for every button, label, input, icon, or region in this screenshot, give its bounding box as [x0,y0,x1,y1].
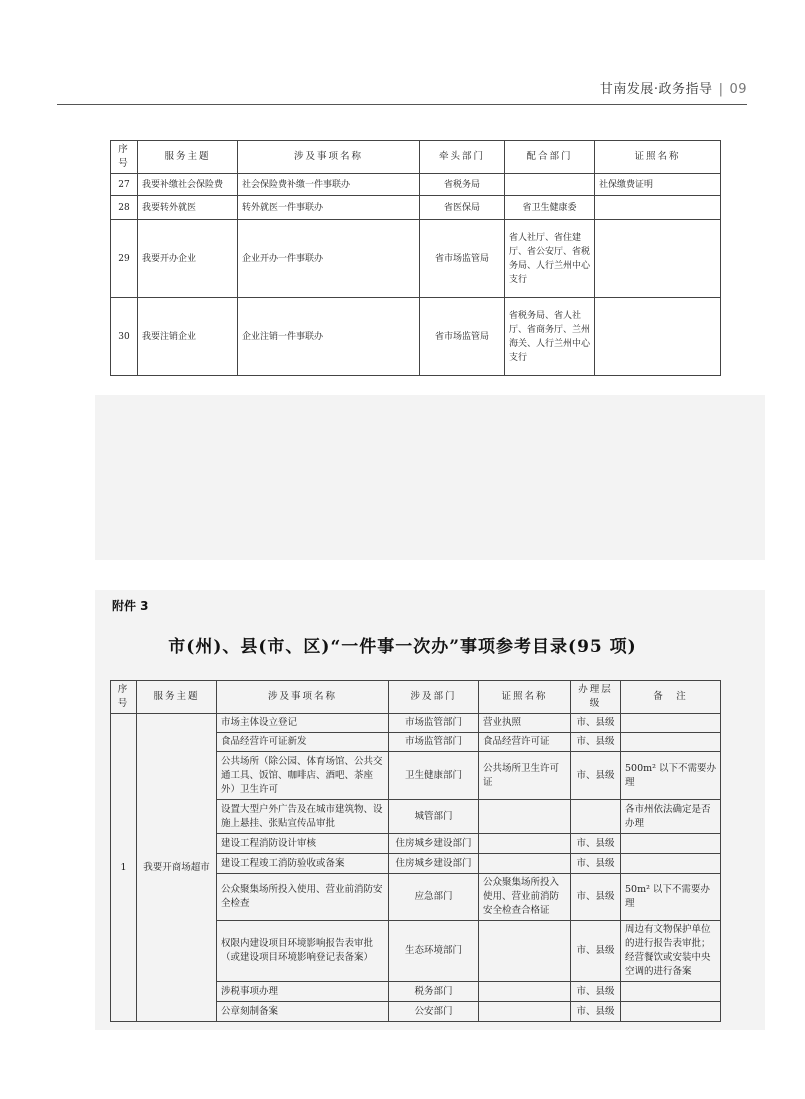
cell-level: 市、县级 [571,714,621,733]
col-header: 涉及部门 [389,681,479,714]
cell-level: 市、县级 [571,921,621,982]
cell-item: 社会保险费补缴一件事联办 [238,174,420,196]
annex-title: 市(州)、县(市、区)“一件事一次办”事项参考目录(95 项) [168,637,637,657]
cell-item: 公章刻制备案 [217,1002,389,1022]
cell-note [621,1002,721,1022]
cell-license [479,854,571,874]
cell-note: 各市州依法确定是否办理 [621,800,721,834]
reference-catalog-table [110,680,721,1022]
cell-item: 市场主体设立登记 [217,714,389,733]
cell-lead: 省税务局 [420,174,505,196]
annex-label: 附件 3 [112,599,149,613]
col-header: 序号 [111,141,138,174]
cell-no: 28 [111,196,138,220]
table-header-row [111,681,721,714]
cell-theme: 我要转外就医 [138,196,238,220]
cell-license [479,982,571,1002]
table-header-row [111,141,721,174]
cell-level: 市、县级 [571,854,621,874]
table-row [111,174,721,196]
cell-note [621,834,721,854]
page-number: 09 [729,82,747,97]
col-header: 证照名称 [479,681,571,714]
cell-license [479,834,571,854]
cell-item: 设置大型户外广告及在城市建筑物、设施上悬挂、张贴宣传品审批 [217,800,389,834]
cell-group-theme: 我要开商场超市 [137,714,217,1022]
cell-license [479,1002,571,1022]
cell-note: 500m² 以下不需要办理 [621,752,721,800]
cell-level: 市、县级 [571,733,621,752]
cell-note [621,982,721,1002]
cell-item: 转外就医一件事联办 [238,196,420,220]
cell-license: 食品经营许可证 [479,733,571,752]
cell-lead: 省医保局 [420,196,505,220]
cell-note [621,733,721,752]
header-rule [57,104,747,105]
header-title: 甘南发展·政务指导 [599,82,713,97]
table-row [111,196,721,220]
cell-license [595,196,721,220]
cell-item: 权限内建设项目环境影响报告表审批（或建设项目环境影响登记表备案） [217,921,389,982]
col-header: 牵头部门 [420,141,505,174]
cell-no: 29 [111,220,138,298]
cell-level: 市、县级 [571,752,621,800]
matters-table-continued [110,140,721,376]
cell-group-no: 1 [111,714,137,1022]
col-header: 办理层级 [571,681,621,714]
col-header: 涉及事项名称 [217,681,389,714]
cell-license [479,800,571,834]
col-header: 备 注 [621,681,721,714]
col-header: 证照名称 [595,141,721,174]
col-header: 配合部门 [505,141,595,174]
cell-note [621,714,721,733]
cell-item: 涉税事项办理 [217,982,389,1002]
cell-note: 50m² 以下不需要办理 [621,874,721,921]
cell-dept: 生态环境部门 [389,921,479,982]
cell-level: 市、县级 [571,1002,621,1022]
cell-level: 市、县级 [571,874,621,921]
cell-dept: 卫生健康部门 [389,752,479,800]
cell-license: 公众聚集场所投入使用、营业前消防安全检查合格证 [479,874,571,921]
cell-dept: 住房城乡建设部门 [389,854,479,874]
cell-license: 营业执照 [479,714,571,733]
cell-dept: 应急部门 [389,874,479,921]
cell-license [595,298,721,376]
cell-coop: 省税务局、省人社厅、省商务厅、兰州海关、人行兰州中心支行 [505,298,595,376]
cell-dept: 市场监管部门 [389,714,479,733]
cell-level: 市、县级 [571,982,621,1002]
cell-no: 27 [111,174,138,196]
cell-dept: 市场监管部门 [389,733,479,752]
gray-band [95,395,765,560]
cell-no: 30 [111,298,138,376]
cell-theme: 我要补缴社会保险费 [138,174,238,196]
header-separator: | [718,82,724,97]
cell-note [621,854,721,874]
cell-note: 周边有文物保护单位的进行报告表审批；经营餐饮或安装中央空调的进行备案 [621,921,721,982]
cell-license [595,220,721,298]
cell-item: 企业注销一件事联办 [238,298,420,376]
cell-lead: 省市场监管局 [420,220,505,298]
cell-theme: 我要注销企业 [138,298,238,376]
cell-dept: 住房城乡建设部门 [389,834,479,854]
cell-item: 建设工程竣工消防验收或备案 [217,854,389,874]
cell-item: 公众聚集场所投入使用、营业前消防安全检查 [217,874,389,921]
cell-coop [505,174,595,196]
cell-item: 企业开办一件事联办 [238,220,420,298]
page-header [600,78,747,97]
cell-dept: 税务部门 [389,982,479,1002]
cell-lead: 省市场监管局 [420,298,505,376]
table-row [111,220,721,298]
cell-item: 建设工程消防设计审核 [217,834,389,854]
table-row [111,298,721,376]
cell-level: 市、县级 [571,834,621,854]
cell-license: 公共场所卫生许可证 [479,752,571,800]
col-header: 序号 [111,681,137,714]
table-row [111,714,721,733]
cell-coop: 省卫生健康委 [505,196,595,220]
cell-dept: 城管部门 [389,800,479,834]
cell-item: 公共场所（除公园、体育场馆、公共交通工具、饭馆、咖啡店、酒吧、茶座外）卫生许可 [217,752,389,800]
cell-license [479,921,571,982]
col-header: 服务主题 [138,141,238,174]
cell-level [571,800,621,834]
cell-coop: 省人社厅、省住建厅、省公安厅、省税务局、人行兰州中心支行 [505,220,595,298]
cell-dept: 公安部门 [389,1002,479,1022]
cell-license: 社保缴费证明 [595,174,721,196]
col-header: 服务主题 [137,681,217,714]
cell-theme: 我要开办企业 [138,220,238,298]
col-header: 涉及事项名称 [238,141,420,174]
cell-item: 食品经营许可证新发 [217,733,389,752]
